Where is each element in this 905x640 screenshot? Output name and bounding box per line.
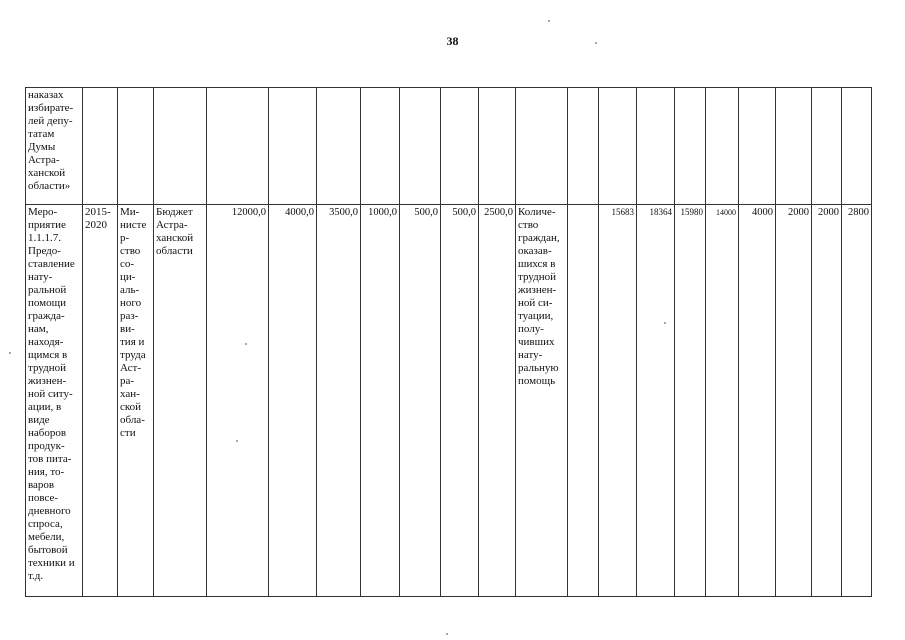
table-cell-period: 2015- 2020	[83, 205, 118, 597]
scan-speck	[446, 633, 448, 635]
table-cell	[207, 88, 269, 205]
table-cell-indicator: Количе- ство граждан, оказав- шихся в трудной жизнен- ной си- туации, полу- чивших нату- ральную помощь	[516, 205, 568, 597]
table-cell-funding-source: Бюджет Астра- ханской области	[154, 205, 207, 597]
table-row	[26, 205, 872, 597]
table-cell	[812, 88, 842, 205]
document-table	[25, 87, 872, 597]
scan-speck	[548, 20, 550, 22]
table-cell-indicator-value: 15683	[599, 205, 637, 597]
table-cell-indicator-value: 18364	[637, 205, 675, 597]
table-cell-indicator-value: 2800	[842, 205, 872, 597]
table-cell-executor: Ми- нистер- ство со- ци- аль- ного раз- ви- тия и труда Аст- ра- хан- ской обла- сти	[118, 205, 154, 597]
table-cell-indicator-value: 2000	[812, 205, 842, 597]
table-cell	[516, 88, 568, 205]
table-cell-amount: 500,0	[441, 205, 479, 597]
table-cell	[842, 88, 872, 205]
table-cell	[568, 88, 599, 205]
table-cell	[739, 88, 776, 205]
scan-speck	[236, 440, 238, 442]
table-cell	[361, 88, 400, 205]
table-cell	[706, 88, 739, 205]
scan-speck	[595, 42, 597, 44]
table-cell-action-continued: наказах избирате- лей депу- татам Думы Астра- ханской области»	[26, 88, 83, 205]
table-cell	[637, 88, 675, 205]
table-cell-amount: 4000,0	[269, 205, 317, 597]
scan-speck	[245, 343, 247, 345]
table-cell	[83, 88, 118, 205]
table-cell	[317, 88, 361, 205]
table-cell-amount: 500,0	[400, 205, 441, 597]
page-number: 38	[446, 34, 459, 48]
table-cell-indicator-value: 15980	[675, 205, 706, 597]
table-cell	[118, 88, 154, 205]
scan-speck	[9, 352, 11, 354]
table-cell	[675, 88, 706, 205]
table-cell-amount: 1000,0	[361, 205, 400, 597]
table-cell-amount: 2500,0	[479, 205, 516, 597]
table-cell	[269, 88, 317, 205]
table-cell	[441, 88, 479, 205]
table-cell-indicator-value: 2000	[776, 205, 812, 597]
table-cell-total-amount: 12000,0	[207, 205, 269, 597]
table-cell-action-name: Меро- приятие 1.1.1.7. Предо- ставление нату- ральной помощи гражда- нам, находя- щимся в трудной жизнен- ной ситу- ации, в виде наборов продук- тов пита- ния, то- варов повсе- дневного спроса, мебели, бытовой техники и т.д.	[26, 205, 83, 597]
table-cell	[776, 88, 812, 205]
table-row	[26, 88, 872, 205]
table-cell	[599, 88, 637, 205]
table-cell	[400, 88, 441, 205]
scan-speck	[664, 322, 666, 324]
table-cell-indicator-value: 14000	[706, 205, 739, 597]
table-cell	[154, 88, 207, 205]
table-cell-indicator-value: 4000	[739, 205, 776, 597]
table-cell-amount: 3500,0	[317, 205, 361, 597]
table-cell	[568, 205, 599, 597]
table-cell	[479, 88, 516, 205]
